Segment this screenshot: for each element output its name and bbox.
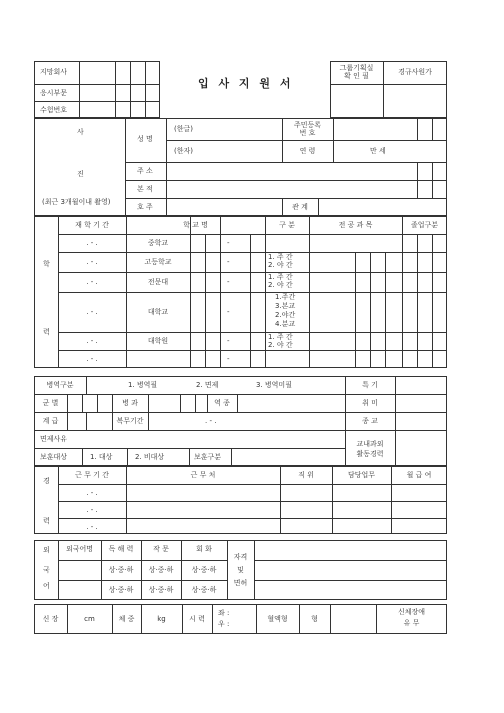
military-option-exempt: 2. 면제 [196, 381, 219, 389]
career-header-position: 직 위 [298, 471, 314, 479]
edu-header-type: 구 분 [279, 221, 295, 229]
korean-label: (한글) [174, 125, 193, 133]
blood-type-label: 혈액형 [267, 615, 288, 623]
edu-row-school: 중학교 [147, 239, 169, 247]
vision-left-right: 좌 : 우 : [218, 609, 230, 628]
lang-level: 상·중·하 [191, 586, 217, 594]
edu-row-type: 1. 주 간 2. 야 간 [268, 253, 293, 269]
military-category-label: 병역구분 [46, 381, 74, 389]
photo-label-1: 사 [77, 128, 84, 136]
height-label: 신 장 [42, 615, 59, 623]
edu-row-period: . - . [86, 258, 98, 266]
career-side-2: 력 [43, 517, 50, 525]
service-period-value: . - . [205, 417, 217, 425]
exemption-label: 면제사유 [40, 435, 68, 443]
arm-label: 병 과 [122, 399, 138, 407]
vision-label: 시 력 [189, 615, 205, 623]
weight-unit: kg [157, 615, 166, 623]
disability-label: 신체장애 유 무 [397, 608, 426, 627]
military-option-done: 1. 병역필 [128, 381, 158, 389]
branch-label: 군 별 [42, 399, 59, 407]
edu-side-2: 력 [43, 328, 50, 336]
householder-label: 호 주 [137, 203, 153, 211]
edu-row-dash: - [227, 308, 230, 316]
activities-label: 교내과외 활동경력 [356, 440, 384, 458]
resident-no-label: 주민등록 번 호 [293, 121, 322, 137]
name-label: 성 명 [137, 135, 153, 143]
edu-header-major: 전 공 과 목 [338, 221, 373, 229]
skill-label: 특 기 [362, 381, 378, 389]
edu-row-dash: - [227, 278, 230, 286]
edu-header-period: 재 학 기 간 [75, 221, 109, 229]
rank-label: 계 급 [42, 417, 59, 425]
career-header-salary: 월 급 여 [406, 471, 432, 479]
lang-level: 상·중·하 [191, 566, 217, 574]
planning-office-label: 그룹기획실 확 인 필 [339, 64, 374, 80]
lang-side-2: 국 [43, 566, 50, 574]
weight-label: 체 중 [118, 615, 135, 623]
edu-header-graduation: 졸업구분 [410, 221, 439, 229]
service-period-label: 복무기간 [116, 417, 144, 425]
edu-row-period: . - . [86, 355, 98, 363]
company-label: 지망회사 [40, 68, 68, 76]
career-row-period: . - . [86, 523, 98, 531]
edu-row-period: . - . [86, 278, 98, 286]
edu-row-period: . - . [86, 239, 98, 247]
edu-row-period: . - . [86, 337, 98, 345]
edu-side-1: 학 [43, 260, 50, 268]
edu-row-type: 1. 주 간 2. 야 간 [268, 333, 293, 349]
lang-header-speaking: 회 화 [196, 545, 212, 553]
lang-side-3: 어 [43, 582, 50, 590]
address-label: 주 소 [137, 167, 153, 175]
career-header-duty: 담당업무 [347, 471, 376, 479]
age-label: 연 령 [299, 147, 316, 155]
lang-side-1: 외 [43, 546, 50, 554]
career-header-company: 근 무 처 [190, 471, 216, 479]
veteran-division-label: 보훈구분 [194, 453, 222, 461]
lang-header-reading: 독 해 력 [108, 545, 134, 553]
blood-type-unit: 형 [311, 615, 318, 623]
exam-no-label: 수험번호 [40, 106, 68, 114]
hometown-label: 본 적 [137, 185, 153, 193]
edu-header-school: 학 교 명 [183, 221, 208, 229]
height-unit: cm [84, 615, 95, 623]
religion-label: 종 교 [362, 417, 378, 425]
edu-row-school: 전문대 [147, 278, 169, 286]
career-header-period: 근 무 기 간 [75, 471, 109, 479]
lang-header-writing: 작 문 [153, 545, 169, 553]
edu-row-school: 대학원 [147, 337, 169, 345]
hanja-label: (한자) [174, 147, 193, 155]
veteran-option-no: 2. 비대상 [135, 453, 165, 461]
manager-label: 경규사원가 [398, 68, 432, 76]
photo-note: (최근 3개월이내 촬영) [42, 198, 111, 206]
edu-row-type: 1.주간 3.본교 2.야간 4.분교 [275, 293, 296, 328]
photo-label-2: 진 [77, 170, 84, 178]
hobby-label: 취 미 [362, 399, 378, 407]
career-row-period: . - . [86, 506, 98, 514]
specialty-label: 역 종 [214, 399, 230, 407]
lang-level: 상·중·하 [108, 566, 134, 574]
lang-level: 상·중·하 [108, 586, 134, 594]
edu-row-dash: - [227, 239, 230, 247]
edu-row-dash: - [227, 258, 230, 266]
lang-level: 상·중·하 [148, 566, 174, 574]
career-side-1: 경 [43, 477, 50, 485]
veteran-label: 보훈대상 [40, 453, 68, 461]
department-label: 응시부문 [40, 89, 68, 97]
relation-label: 관 계 [292, 203, 308, 211]
lang-header-name: 외국어명 [65, 545, 94, 553]
military-option-not-done: 3. 병역미필 [256, 381, 292, 389]
edu-row-school: 고등학교 [144, 258, 172, 266]
license-label: 자격 및 면허 [233, 553, 248, 587]
edu-row-type: 1. 주 간 2. 야 간 [268, 273, 293, 289]
career-row-period: . - . [86, 489, 98, 497]
edu-row-dash: - [227, 355, 230, 363]
lang-level: 상·중·하 [148, 586, 174, 594]
form-title: 입 사 지 원 서 [198, 77, 294, 90]
veteran-option-yes: 1. 대상 [90, 453, 113, 461]
edu-row-dash: - [227, 337, 230, 345]
edu-row-period: . - . [86, 308, 98, 316]
edu-row-school: 대학교 [147, 308, 169, 316]
age-unit: 만 세 [370, 147, 386, 155]
